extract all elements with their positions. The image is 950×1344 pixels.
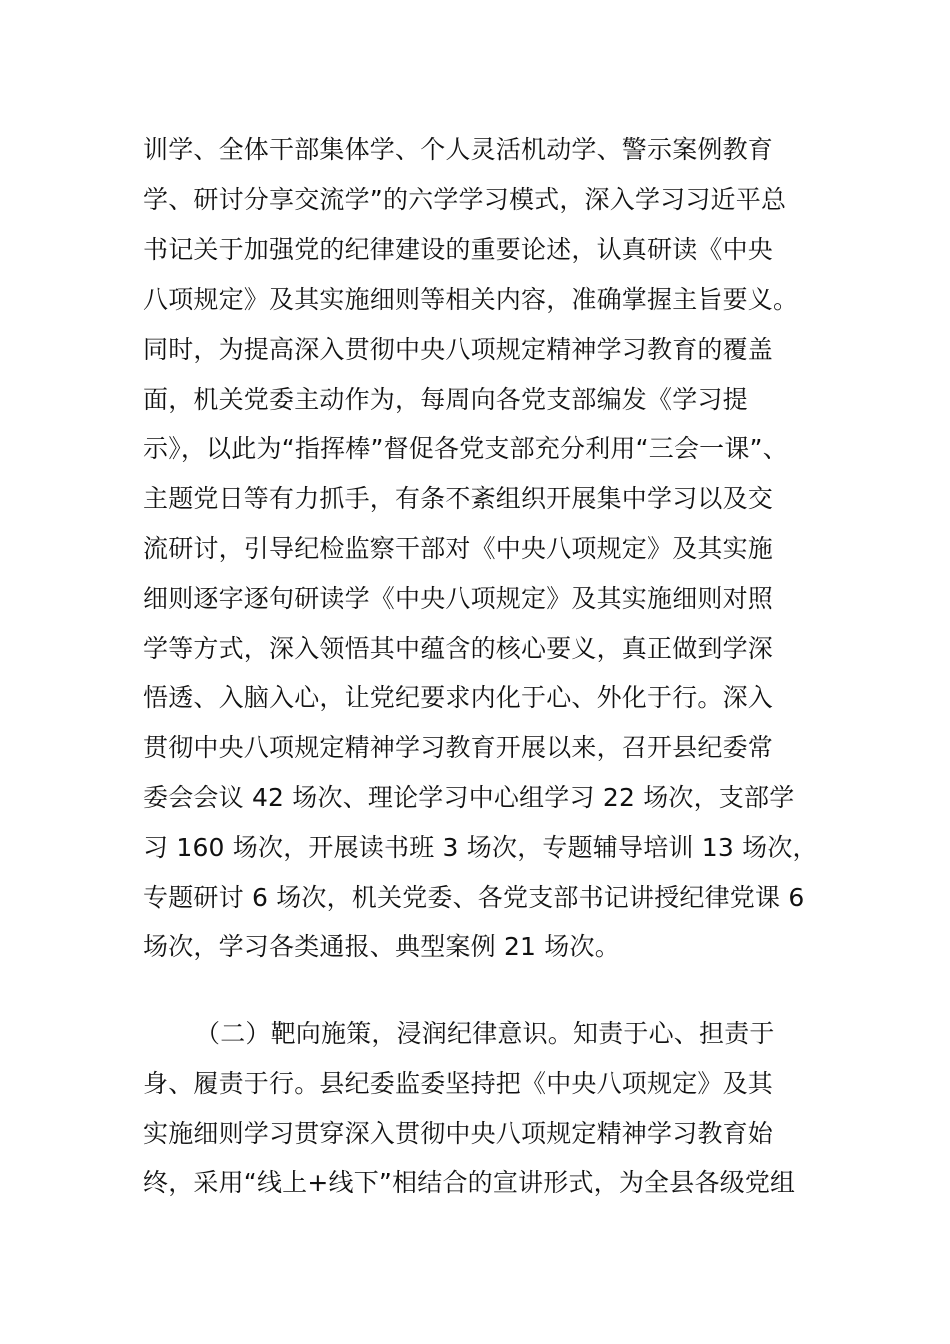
text-line: 贯彻中央八项规定精神学习教育开展以来，召开县纪委常 (143, 733, 774, 762)
text-line: 示》，以此为“指挥棒”督促各党支部充分利用“三会一课”、 (143, 434, 788, 463)
text-line: 习 160 场次，开展读书班 3 场次，专题辅导培训 13 场次， (143, 833, 818, 862)
text-line: 主题党日等有力抓手，有条不紊组织开展集中学习以及交 (143, 484, 774, 513)
section-heading-line: （二）靶向施策，浸润纪律意识。知责于心、担责于 (195, 1019, 775, 1048)
text-line: 专题研讨 6 场次，机关党委、各党支部书记讲授纪律党课 6 (143, 883, 805, 912)
text-line: 终，采用“线上+线下”相结合的宣讲形式，为全县各级党组 (143, 1168, 796, 1197)
text-line: 流研讨，引导纪检监察干部对《中央八项规定》及其实施 (143, 534, 774, 563)
text-line: 学等方式，深入领悟其中蕴含的核心要义，真正做到学深 (143, 634, 774, 663)
text-line: 身、履责于行。县纪委监委坚持把《中央八项规定》及其 (143, 1069, 774, 1098)
text-line: 实施细则学习贯穿深入贯彻中央八项规定精神学习教育始 (143, 1119, 774, 1148)
text-line: 书记关于加强党的纪律建设的重要论述，认真研读《中央 (143, 235, 774, 264)
text-line: 训学、全体干部集体学、个人灵活机动学、警示案例教育 (143, 135, 774, 164)
text-line: 细则逐字逐句研读学《中央八项规定》及其实施细则对照 (143, 584, 774, 613)
text-line: 悟透、入脑入心，让党纪要求内化于心、外化于行。深入 (143, 683, 774, 712)
text-line: 场次，学习各类通报、典型案例 21 场次。 (143, 932, 620, 961)
text-line: 同时，为提高深入贯彻中央八项规定精神学习教育的覆盖 (143, 335, 774, 364)
text-line: 面，机关党委主动作为，每周向各党支部编发《学习提 (143, 385, 748, 414)
text-line: 委会会议 42 场次、理论学习中心组学习 22 场次，支部学 (143, 783, 795, 812)
text-line: 学、研讨分享交流学”的六学学习模式，深入学习习近平总 (143, 185, 787, 214)
text-line: 八项规定》及其实施细则等相关内容，准确掌握主旨要义。 (143, 285, 799, 314)
